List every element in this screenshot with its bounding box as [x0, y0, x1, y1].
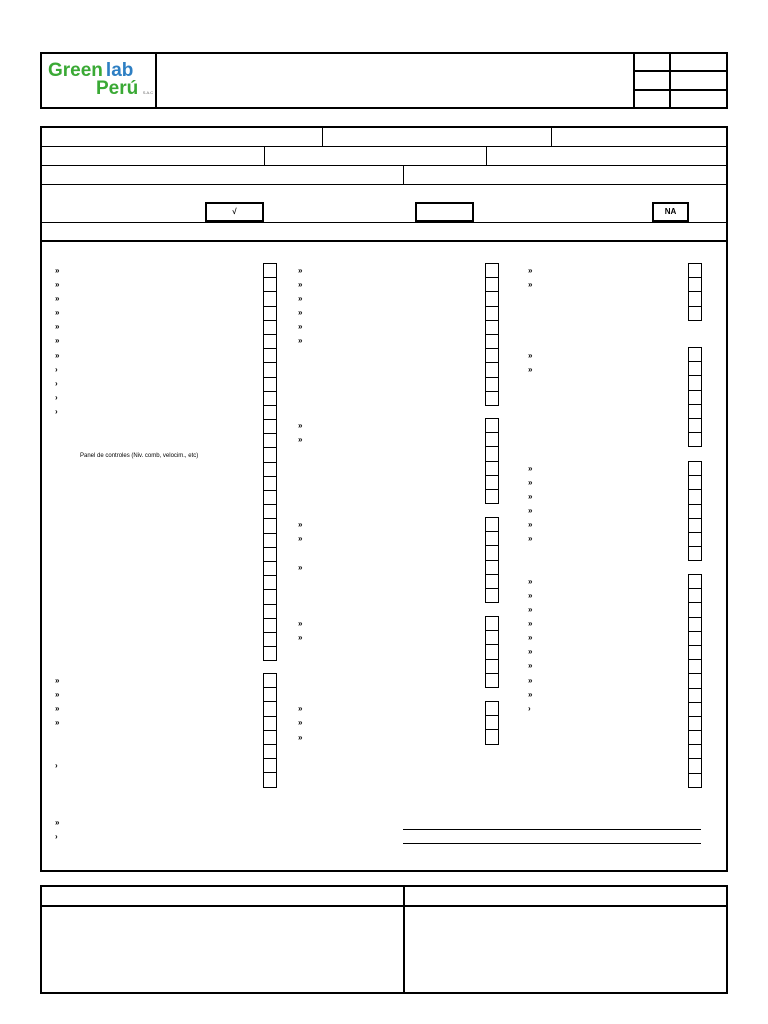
checkbox[interactable] [689, 376, 701, 390]
bullet-double: » [55, 690, 59, 699]
checkbox[interactable] [264, 647, 276, 661]
checkbox[interactable] [486, 702, 498, 716]
checkbox[interactable] [264, 633, 276, 647]
bullet-double: » [528, 591, 532, 600]
checkbox[interactable] [486, 264, 498, 278]
header-logo-divider [155, 52, 157, 109]
legend-check-box: √ [205, 202, 264, 222]
checkbox[interactable] [264, 321, 276, 335]
checkbox[interactable] [689, 292, 701, 306]
checkbox-column-1b[interactable] [263, 673, 277, 788]
checkbox[interactable] [689, 405, 701, 419]
checkbox[interactable] [486, 447, 498, 461]
checkbox[interactable] [689, 533, 701, 547]
checkbox[interactable] [264, 773, 276, 787]
header-row-line-2 [633, 89, 728, 91]
panel-controls-label: Panel de controles (Niv. comb, velocim., etc) [80, 453, 199, 459]
checkbox[interactable] [486, 645, 498, 659]
bullet-double: » [55, 322, 59, 331]
checkbox[interactable] [264, 307, 276, 321]
bullet-double: » [298, 294, 302, 303]
bullet-single: › [528, 704, 530, 713]
checkbox-column-3c[interactable] [688, 461, 702, 561]
checkbox[interactable] [264, 335, 276, 349]
checkbox[interactable] [486, 476, 498, 490]
checkbox-column-3d[interactable] [688, 574, 702, 788]
checkbox[interactable] [689, 348, 701, 362]
bullet-double: » [298, 733, 302, 742]
form-row-line-5 [40, 240, 728, 242]
company-logo [48, 60, 153, 104]
checkbox[interactable] [486, 561, 498, 575]
checkbox[interactable] [486, 532, 498, 546]
bullet-double: » [55, 280, 59, 289]
checkbox[interactable] [689, 589, 701, 603]
bullet-double: » [55, 676, 59, 685]
checkbox[interactable] [689, 462, 701, 476]
checkbox[interactable] [689, 703, 701, 717]
bullet-double: » [528, 464, 532, 473]
bullet-double: » [528, 534, 532, 543]
checkbox[interactable] [486, 660, 498, 674]
checkbox[interactable] [689, 419, 701, 433]
bullet-double: » [528, 478, 532, 487]
bullet-double: » [55, 704, 59, 713]
checkbox[interactable] [486, 349, 498, 363]
checkbox[interactable] [689, 632, 701, 646]
checkbox[interactable] [264, 759, 276, 773]
checkbox[interactable] [486, 335, 498, 349]
logo-text-lab: lab [105, 60, 134, 81]
form-row1-divider-a [322, 126, 323, 146]
checkbox[interactable] [689, 547, 701, 561]
checkbox[interactable] [264, 434, 276, 448]
bullet-double: » [528, 647, 532, 656]
bullet-double: » [55, 294, 59, 303]
checkbox[interactable] [264, 264, 276, 278]
checkbox[interactable] [689, 433, 701, 447]
bullet-double: » [298, 633, 302, 642]
bullet-double: » [55, 266, 59, 275]
bullet-double: » [55, 336, 59, 345]
checkbox[interactable] [486, 674, 498, 688]
legend-blank-box [415, 202, 474, 222]
legend-na-box: NA [652, 202, 689, 222]
checkbox-column-3b[interactable] [688, 347, 702, 447]
form-row3-divider [403, 165, 404, 184]
bullet-double: » [55, 308, 59, 317]
bullet-single: › [55, 365, 57, 374]
header-value-divider [669, 52, 671, 109]
bullet-double: » [528, 492, 532, 501]
checkbox[interactable] [264, 562, 276, 576]
checkbox[interactable] [486, 378, 498, 392]
checkbox[interactable] [486, 462, 498, 476]
checkbox[interactable] [264, 745, 276, 759]
bullet-double: » [298, 563, 302, 572]
bullet-single: › [55, 761, 57, 770]
form-frame [40, 126, 728, 872]
bullet-double: » [528, 577, 532, 586]
checkbox[interactable] [689, 689, 701, 703]
checkbox[interactable] [264, 576, 276, 590]
bullet-double: » [298, 718, 302, 727]
bullet-double: » [55, 718, 59, 727]
signature-line-2 [403, 843, 701, 844]
checkbox-column-2b[interactable] [485, 418, 499, 504]
bullet-double: » [298, 704, 302, 713]
checkbox[interactable] [264, 717, 276, 731]
bullet-double: » [298, 435, 302, 444]
header-code-divider [633, 52, 635, 109]
checkbox[interactable] [486, 546, 498, 560]
form-row2-divider-a [264, 146, 265, 165]
bullet-double: » [298, 308, 302, 317]
bullet-double: » [528, 506, 532, 515]
checkbox[interactable] [689, 774, 701, 788]
bullet-double: » [528, 633, 532, 642]
bullet-double: » [528, 676, 532, 685]
checkbox[interactable] [689, 745, 701, 759]
checkbox[interactable] [689, 519, 701, 533]
checkbox[interactable] [486, 490, 498, 504]
checkbox[interactable] [264, 590, 276, 604]
checkbox[interactable] [264, 463, 276, 477]
checkbox[interactable] [264, 534, 276, 548]
form-row-line-2 [40, 165, 728, 166]
checkbox[interactable] [689, 307, 701, 321]
bullet-double: » [55, 351, 59, 360]
checkbox[interactable] [264, 420, 276, 434]
header-row-line-1 [633, 70, 728, 72]
checkbox[interactable] [486, 575, 498, 589]
checkbox[interactable] [264, 406, 276, 420]
form-row-line-1 [40, 146, 728, 147]
checkbox[interactable] [689, 674, 701, 688]
checkbox[interactable] [264, 448, 276, 462]
bullet-double: » [528, 690, 532, 699]
form-row2-divider-b [486, 146, 487, 165]
checkbox[interactable] [264, 292, 276, 306]
checkbox[interactable] [264, 548, 276, 562]
form-row-line-3 [40, 184, 728, 185]
checkbox[interactable] [689, 603, 701, 617]
bullet-double: » [298, 266, 302, 275]
footer-header-line [40, 905, 728, 907]
bullet-double: » [528, 520, 532, 529]
checkbox-column-2d[interactable] [485, 616, 499, 688]
checkbox-column-3a[interactable] [688, 263, 702, 321]
checkbox[interactable] [689, 476, 701, 490]
checkbox[interactable] [486, 278, 498, 292]
checkbox[interactable] [264, 505, 276, 519]
checkbox[interactable] [264, 519, 276, 533]
footer-divider [403, 885, 405, 994]
checkbox[interactable] [264, 605, 276, 619]
checkbox[interactable] [689, 618, 701, 632]
bullet-double: » [528, 351, 532, 360]
checkbox[interactable] [689, 264, 701, 278]
bullet-double: » [528, 365, 532, 374]
bullet-single: › [55, 832, 57, 841]
logo-text-sac: S.A.C [142, 90, 154, 95]
checkbox-column-2e[interactable] [485, 701, 499, 745]
checkbox[interactable] [689, 278, 701, 292]
checkbox[interactable] [264, 731, 276, 745]
checkbox[interactable] [264, 349, 276, 363]
checkbox[interactable] [264, 363, 276, 377]
bullet-single: › [55, 407, 57, 416]
checkbox[interactable] [486, 518, 498, 532]
checkbox[interactable] [264, 702, 276, 716]
logo-text-peru: Perú [96, 78, 139, 99]
checkbox[interactable] [689, 731, 701, 745]
bullet-double: » [298, 520, 302, 529]
checkbox[interactable] [486, 307, 498, 321]
bullet-double: » [298, 280, 302, 289]
checkbox-column-2a[interactable] [485, 263, 499, 406]
form-row-line-4 [40, 222, 728, 223]
checkbox[interactable] [689, 717, 701, 731]
bullet-double: » [298, 619, 302, 628]
checkbox[interactable] [264, 674, 276, 688]
bullet-single: › [55, 393, 57, 402]
bullet-double: » [528, 619, 532, 628]
checkbox[interactable] [264, 378, 276, 392]
logo-text-green: Green [48, 60, 103, 81]
checkbox[interactable] [264, 619, 276, 633]
checkbox[interactable] [486, 292, 498, 306]
bullet-double: » [298, 534, 302, 543]
bullet-double: » [55, 818, 59, 827]
bullet-double: » [528, 280, 532, 289]
bullet-single: › [55, 379, 57, 388]
checkbox-column-2c[interactable] [485, 517, 499, 603]
bullet-double: » [528, 661, 532, 670]
checkbox[interactable] [264, 278, 276, 292]
signature-line-1 [403, 829, 701, 830]
bullet-double: » [298, 322, 302, 331]
checkbox-column-1a[interactable] [263, 263, 277, 661]
checkbox[interactable] [689, 490, 701, 504]
bullet-double: » [528, 266, 532, 275]
checkbox[interactable] [486, 589, 498, 603]
checkbox[interactable] [264, 688, 276, 702]
bullet-double: » [528, 605, 532, 614]
checkbox[interactable] [486, 321, 498, 335]
checkbox[interactable] [689, 575, 701, 589]
checkbox[interactable] [689, 362, 701, 376]
footer-frame [40, 885, 728, 994]
checkbox[interactable] [689, 759, 701, 773]
bullet-double: » [298, 421, 302, 430]
checkbox[interactable] [689, 660, 701, 674]
checkbox[interactable] [486, 730, 498, 744]
checkbox[interactable] [486, 716, 498, 730]
checkbox[interactable] [689, 505, 701, 519]
checkbox[interactable] [486, 617, 498, 631]
checkbox[interactable] [264, 491, 276, 505]
bullet-double: » [298, 336, 302, 345]
checkbox[interactable] [264, 477, 276, 491]
checkbox[interactable] [689, 391, 701, 405]
checkbox[interactable] [486, 392, 498, 406]
form-row1-divider-b [551, 126, 552, 146]
checkbox[interactable] [486, 433, 498, 447]
checkbox[interactable] [486, 363, 498, 377]
checkbox[interactable] [486, 419, 498, 433]
checkbox[interactable] [486, 631, 498, 645]
checkbox[interactable] [689, 646, 701, 660]
checkbox[interactable] [264, 392, 276, 406]
